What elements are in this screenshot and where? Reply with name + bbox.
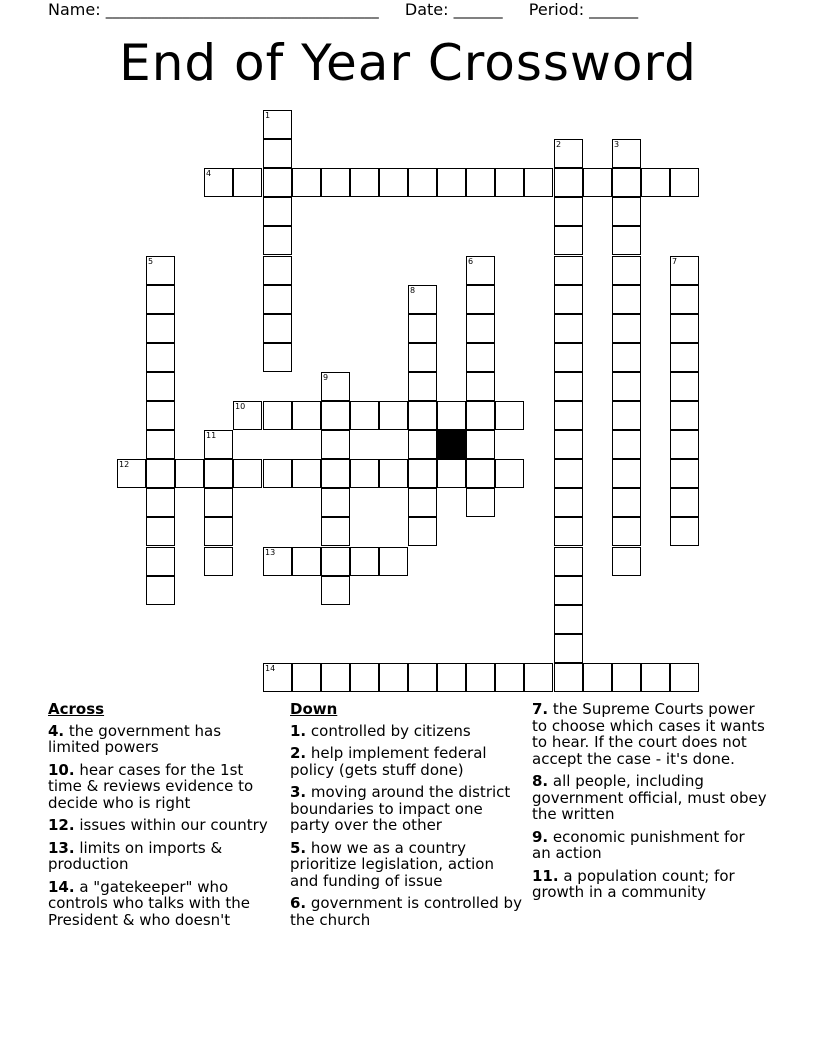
date-blank[interactable]: _______ — [453, 3, 503, 19]
grid-cell[interactable] — [233, 401, 262, 430]
clue-label-number: 2. — [290, 744, 307, 762]
grid-cell[interactable] — [146, 285, 175, 314]
down-clue-11 — [532, 868, 767, 901]
grid-cell[interactable] — [554, 459, 583, 488]
grid-cell[interactable] — [321, 517, 350, 546]
clue-label-number: 1. — [290, 721, 307, 740]
grid-cell[interactable] — [554, 285, 583, 314]
grid-cell[interactable] — [379, 401, 408, 430]
across-heading: Across — [48, 700, 105, 718]
clue-text: moving around the district boundaries to impact one party over the other — [290, 783, 511, 834]
grid-cell[interactable] — [641, 168, 670, 197]
grid-cell[interactable] — [146, 430, 175, 459]
clue-label-number: 7. — [532, 700, 549, 718]
grid-cell[interactable] — [495, 459, 524, 488]
grid-cell[interactable] — [612, 517, 641, 546]
grid-cell[interactable] — [146, 256, 175, 285]
across-clue-14 — [48, 879, 273, 929]
grid-cell[interactable] — [554, 634, 583, 663]
grid-cell[interactable] — [379, 459, 408, 488]
down-clue-8 — [532, 773, 767, 823]
grid-cell[interactable] — [554, 605, 583, 634]
grid-cell[interactable] — [437, 663, 466, 692]
grid-cell[interactable] — [612, 459, 641, 488]
across-clue-13 — [48, 840, 273, 873]
grid-cell[interactable] — [524, 663, 553, 692]
clue-label-number: 8. — [532, 772, 549, 790]
grid-cell[interactable] — [554, 663, 583, 692]
down-clue-9 — [532, 829, 767, 862]
grid-cell[interactable] — [350, 401, 379, 430]
grid-cell[interactable] — [612, 226, 641, 255]
clue-text: issues within our country — [74, 816, 268, 834]
grid-cell[interactable] — [408, 314, 437, 343]
grid-cell[interactable] — [670, 372, 699, 401]
grid-cell[interactable] — [583, 663, 612, 692]
grid-cell[interactable] — [670, 459, 699, 488]
grid-cell[interactable] — [554, 314, 583, 343]
clue-number: 11 — [206, 431, 217, 440]
grid-cell[interactable] — [466, 285, 495, 314]
grid-cell[interactable] — [612, 663, 641, 692]
clue-text: the government has limited powers — [48, 721, 222, 756]
clue-number: 9 — [323, 373, 329, 382]
grid-cell[interactable] — [204, 488, 233, 517]
down-clue-3 — [290, 784, 525, 834]
across-list — [48, 723, 273, 929]
clue-label-number: 10. — [48, 760, 75, 779]
grid-cell[interactable] — [612, 343, 641, 372]
grid-cell[interactable] — [612, 256, 641, 285]
grid-cell[interactable] — [321, 401, 350, 430]
clue-text: economic punishment for an action — [532, 827, 745, 862]
down-list-continued — [532, 701, 767, 901]
grid-cell[interactable] — [670, 663, 699, 692]
clue-label-number: 5. — [290, 838, 307, 857]
grid-cell[interactable] — [321, 430, 350, 459]
grid-cell[interactable] — [554, 168, 583, 197]
grid-cell[interactable] — [670, 256, 699, 285]
grid-cell[interactable] — [466, 256, 495, 285]
grid-cell[interactable] — [263, 459, 292, 488]
grid-cell[interactable] — [554, 430, 583, 459]
grid-cell[interactable] — [408, 663, 437, 692]
clue-number: 3 — [614, 140, 620, 149]
grid-cell[interactable] — [495, 663, 524, 692]
grid-cell[interactable] — [146, 314, 175, 343]
grid-cell[interactable] — [641, 663, 670, 692]
down-clues-continued — [532, 701, 767, 907]
grid-cell[interactable] — [263, 343, 292, 372]
grid-cell[interactable] — [612, 488, 641, 517]
grid-cell[interactable] — [670, 517, 699, 546]
clue-number: 14 — [265, 664, 276, 673]
grid-cell[interactable] — [146, 343, 175, 372]
grid-cell[interactable] — [263, 197, 292, 226]
grid-cell[interactable] — [146, 401, 175, 430]
clue-label-number: 6. — [290, 894, 307, 912]
grid-cell[interactable] — [350, 459, 379, 488]
grid-cell[interactable] — [321, 488, 350, 517]
down-list — [290, 723, 525, 929]
grid-cell[interactable] — [670, 168, 699, 197]
grid-cell[interactable] — [554, 401, 583, 430]
grid-cell[interactable] — [146, 372, 175, 401]
grid-cell[interactable] — [612, 401, 641, 430]
grid-cell[interactable] — [670, 488, 699, 517]
clue-text: help implement federal policy (gets stuff done) — [290, 744, 487, 779]
grid-cell[interactable] — [263, 401, 292, 430]
grid-cell[interactable] — [554, 488, 583, 517]
grid-cell[interactable] — [466, 314, 495, 343]
across-clue-4 — [48, 723, 273, 756]
grid-cell[interactable] — [554, 547, 583, 576]
grid-cell[interactable] — [321, 576, 350, 605]
grid-cell[interactable] — [379, 168, 408, 197]
clue-label-number: 11. — [532, 866, 559, 885]
clue-number: 6 — [468, 257, 474, 266]
grid-cell[interactable] — [524, 168, 553, 197]
grid-cell[interactable] — [321, 372, 350, 401]
grid-cell[interactable] — [670, 430, 699, 459]
grid-cell[interactable] — [670, 285, 699, 314]
grid-cell[interactable] — [612, 168, 641, 197]
grid-cell[interactable] — [204, 547, 233, 576]
clue-number: 1 — [265, 111, 271, 120]
grid-cell[interactable] — [321, 663, 350, 692]
clue-number: 10 — [235, 402, 246, 411]
grid-cell[interactable] — [321, 459, 350, 488]
grid-cell[interactable] — [466, 343, 495, 372]
grid-cell[interactable] — [554, 372, 583, 401]
grid-cell[interactable] — [408, 401, 437, 430]
clue-number: 13 — [265, 548, 276, 557]
grid-cell[interactable] — [263, 547, 292, 576]
grid-cell[interactable] — [612, 285, 641, 314]
grid-cell[interactable] — [263, 663, 292, 692]
clue-label-number: 4. — [48, 721, 65, 740]
page-title: End of Year Crossword — [119, 34, 697, 92]
grid-cell[interactable] — [466, 401, 495, 430]
name-label: Name: — [48, 0, 101, 19]
grid-cell[interactable] — [408, 430, 437, 459]
grid-cell[interactable] — [350, 547, 379, 576]
grid-cell[interactable] — [583, 168, 612, 197]
grid-cell[interactable] — [495, 401, 524, 430]
grid-cell[interactable] — [204, 459, 233, 488]
grid-cell[interactable] — [437, 459, 466, 488]
grid-cell[interactable] — [612, 139, 641, 168]
across-clue-12 — [48, 817, 273, 834]
grid-cell[interactable] — [292, 401, 321, 430]
clue-number: 2 — [556, 140, 562, 149]
grid-cell[interactable] — [554, 139, 583, 168]
grid-cell[interactable] — [554, 256, 583, 285]
grid-cell[interactable] — [408, 285, 437, 314]
grid-cell[interactable] — [408, 459, 437, 488]
grid-cell[interactable] — [292, 459, 321, 488]
clue-label-number: 14. — [48, 877, 75, 896]
grid-cell[interactable] — [321, 168, 350, 197]
grid-cell[interactable] — [408, 343, 437, 372]
grid-cell[interactable] — [379, 547, 408, 576]
clue-number: 8 — [410, 286, 416, 295]
down-clue-6 — [290, 895, 525, 928]
grid-cell[interactable] — [233, 459, 262, 488]
grid-cell[interactable] — [408, 372, 437, 401]
grid-cell[interactable] — [437, 401, 466, 430]
clue-text: controlled by citizens — [306, 721, 471, 740]
grid-cell[interactable] — [466, 488, 495, 517]
clue-label-number: 3. — [290, 783, 307, 801]
grid-cell[interactable] — [263, 226, 292, 255]
grid-cell[interactable] — [233, 168, 262, 197]
grid-cell[interactable] — [612, 372, 641, 401]
grid-cell[interactable] — [379, 663, 408, 692]
grid-cell[interactable] — [554, 197, 583, 226]
period-blank[interactable]: _______ — [589, 3, 639, 19]
grid-cell[interactable] — [670, 343, 699, 372]
grid-cell[interactable] — [263, 256, 292, 285]
grid-cell[interactable] — [263, 285, 292, 314]
clue-number: 4 — [206, 169, 212, 178]
clue-text: limits on imports & production — [48, 838, 223, 873]
grid-cell[interactable] — [146, 517, 175, 546]
grid-cell[interactable] — [612, 314, 641, 343]
grid-cell[interactable] — [292, 547, 321, 576]
clue-text: hear cases for the 1st time & reviews evidence to decide who is right — [48, 760, 254, 812]
period-label: Period: — [528, 0, 585, 19]
grid-cell[interactable] — [554, 226, 583, 255]
clue-text: the Supreme Courts power to choose which cases it wants to hear. If the court does not accept the case - it's done. — [532, 700, 765, 768]
grid-cell[interactable] — [146, 576, 175, 605]
grid-cell[interactable] — [612, 430, 641, 459]
grid-cell[interactable] — [263, 314, 292, 343]
down-clue-2 — [290, 745, 525, 778]
grid-cell[interactable] — [146, 488, 175, 517]
grid-cell[interactable] — [554, 517, 583, 546]
clue-text: a "gatekeeper" who controls who talks with the President & who doesn't — [48, 877, 251, 929]
down-clue-1 — [290, 723, 525, 740]
grid-cell[interactable] — [204, 168, 233, 197]
clue-text: how we as a country prioritize legislation, action and funding of issue — [290, 838, 494, 890]
grid-cell[interactable] — [466, 459, 495, 488]
grid-cell[interactable] — [350, 168, 379, 197]
grid-cell[interactable] — [670, 314, 699, 343]
black-cell — [437, 430, 466, 459]
across-clues — [48, 701, 273, 934]
down-clue-5 — [290, 840, 525, 890]
grid-cell[interactable] — [263, 168, 292, 197]
clue-label-number: 12. — [48, 816, 75, 834]
clue-label-number: 13. — [48, 838, 75, 857]
grid-cell[interactable] — [146, 547, 175, 576]
down-clue-7 — [532, 701, 767, 767]
grid-cell[interactable] — [670, 401, 699, 430]
grid-cell[interactable] — [146, 459, 175, 488]
across-clue-10 — [48, 762, 273, 812]
grid-cell[interactable] — [175, 459, 204, 488]
grid-cell[interactable] — [554, 343, 583, 372]
grid-cell[interactable] — [204, 517, 233, 546]
grid-cell[interactable] — [321, 547, 350, 576]
grid-cell[interactable] — [408, 168, 437, 197]
grid-cell[interactable] — [292, 168, 321, 197]
grid-cell[interactable] — [204, 430, 233, 459]
grid-cell[interactable] — [263, 110, 292, 139]
grid-cell[interactable] — [466, 372, 495, 401]
name-blank[interactable]: _______________________________________ — [105, 3, 379, 19]
grid-cell[interactable] — [495, 168, 524, 197]
grid-cell[interactable] — [612, 197, 641, 226]
clue-label-number: 9. — [532, 827, 549, 846]
grid-cell[interactable] — [612, 547, 641, 576]
grid-cell[interactable] — [408, 488, 437, 517]
grid-cell[interactable] — [408, 517, 437, 546]
date-label: Date: — [404, 0, 449, 19]
grid-cell[interactable] — [350, 663, 379, 692]
clue-number: 5 — [148, 257, 154, 266]
grid-cell[interactable] — [263, 139, 292, 168]
grid-cell[interactable] — [466, 168, 495, 197]
down-heading: Down — [290, 700, 338, 718]
clue-text: all people, including government official, must obey the written — [532, 772, 767, 823]
grid-cell[interactable] — [117, 459, 146, 488]
clue-text: government is controlled by the church — [290, 894, 522, 929]
clue-number: 7 — [672, 257, 678, 266]
grid-cell[interactable] — [437, 168, 466, 197]
grid-cell[interactable] — [554, 576, 583, 605]
grid-cell[interactable] — [466, 663, 495, 692]
clue-number: 12 — [119, 460, 130, 469]
clue-text: a population count; for growth in a community — [532, 866, 735, 901]
down-clues — [290, 701, 525, 934]
grid-cell[interactable] — [466, 430, 495, 459]
grid-cell[interactable] — [292, 663, 321, 692]
